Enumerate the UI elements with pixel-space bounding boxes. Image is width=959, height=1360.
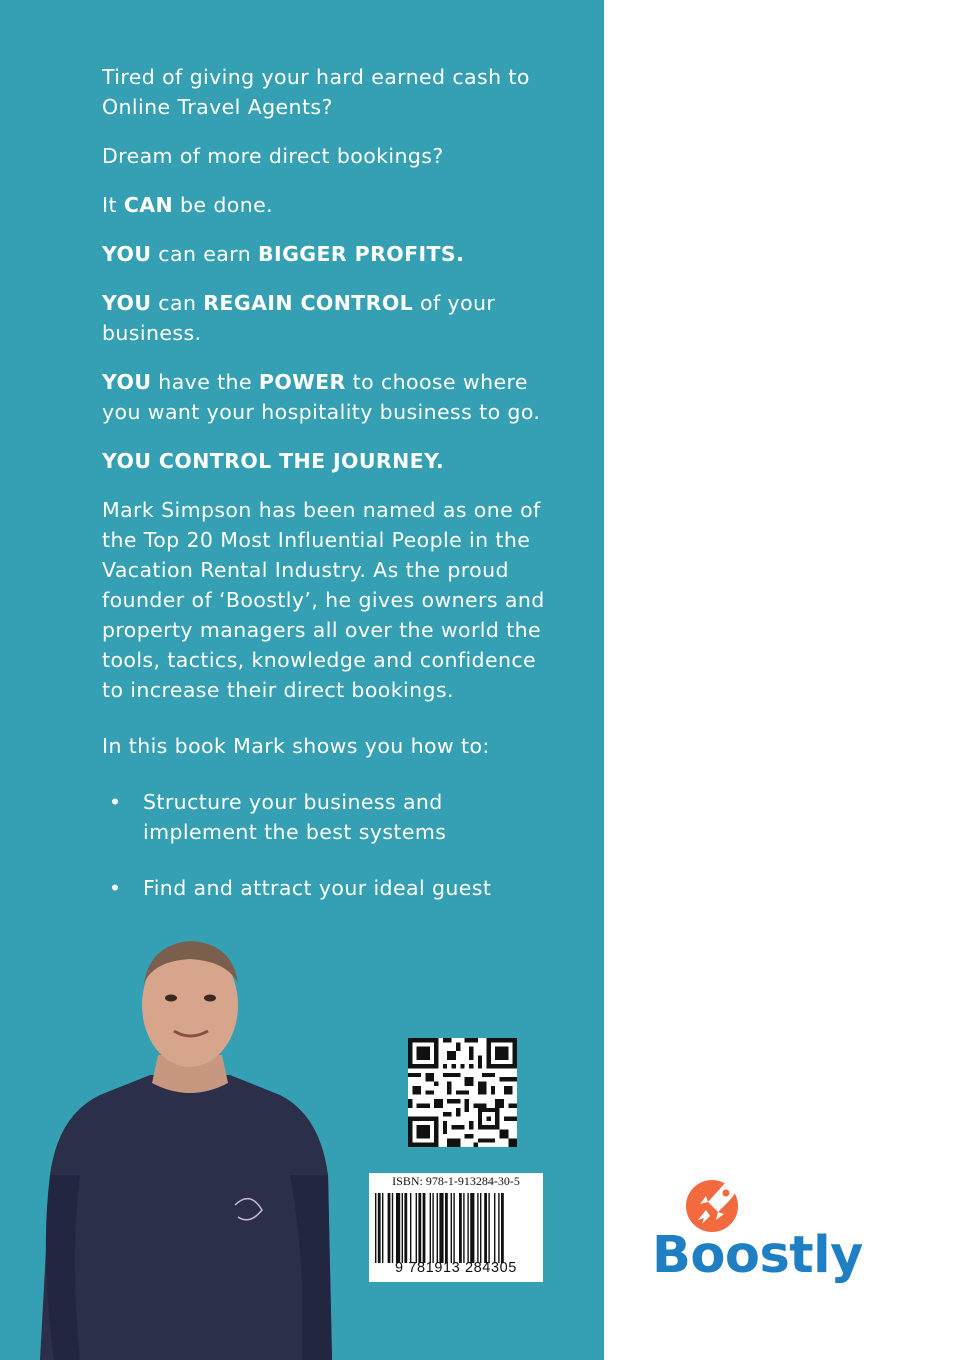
author-photo bbox=[40, 925, 340, 1360]
barcode-bar bbox=[418, 1193, 421, 1263]
right-panel bbox=[604, 0, 959, 1360]
barcode-bar bbox=[378, 1193, 381, 1263]
barcode-bar bbox=[432, 1193, 433, 1263]
qr-code-icon bbox=[408, 1038, 517, 1147]
barcode-bar bbox=[445, 1193, 448, 1263]
isbn-digits: 9 781913 284305 bbox=[395, 1260, 517, 1276]
list-item: • Structure your business and implement the best systems bbox=[102, 787, 552, 847]
can-be-done-line: It CAN be done. bbox=[102, 193, 274, 217]
barcode-bar bbox=[501, 1193, 504, 1263]
barcode-bar bbox=[392, 1193, 393, 1263]
barcode-bar bbox=[470, 1193, 474, 1263]
journey-line: YOU CONTROL THE JOURNEY. bbox=[102, 449, 445, 473]
barcode-bar bbox=[410, 1193, 411, 1263]
barcode-bar bbox=[494, 1193, 495, 1263]
barcode-bar bbox=[423, 1193, 426, 1263]
hook-question: Tired of giving your hard earned cash to Online Travel Agents? bbox=[102, 65, 530, 119]
barcode-bar bbox=[453, 1193, 454, 1263]
isbn-barcode bbox=[369, 1173, 543, 1282]
barcode-bar bbox=[402, 1193, 403, 1263]
boostly-wordmark: Boostly bbox=[652, 1226, 863, 1285]
barcode-bar bbox=[416, 1193, 417, 1263]
barcode-bar bbox=[477, 1193, 478, 1263]
profits-line: YOU can earn BIGGER PROFITS. bbox=[102, 242, 465, 266]
cover-copy bbox=[102, 62, 552, 929]
barcode-bar bbox=[498, 1193, 499, 1263]
isbn-label: ISBN: 978-1-913284-30-5 bbox=[392, 1174, 520, 1188]
qr-code[interactable] bbox=[408, 1038, 517, 1147]
barcode-bar bbox=[396, 1193, 400, 1263]
list-item: • Find and attract your ideal guest bbox=[102, 873, 552, 903]
barcode-bar bbox=[437, 1193, 438, 1263]
barcode-bar bbox=[430, 1193, 431, 1263]
barcode-bar bbox=[451, 1193, 452, 1263]
dream-line: Dream of more direct bookings? bbox=[102, 144, 444, 168]
barcode-bar bbox=[459, 1193, 462, 1263]
rocket-icon bbox=[682, 1172, 746, 1234]
author-bio: Mark Simpson has been named as one of the Top 20 Most Influential People in the Vacation Rental Industry. As the proud founder of ‘Boostly’, he gives owners and property managers all over the world the tools, tactics, knowledge and confidence to increase their direct bookings. bbox=[102, 498, 545, 702]
benefit-list bbox=[102, 787, 552, 903]
barcode-bar bbox=[388, 1193, 391, 1263]
barcode-bar bbox=[488, 1193, 489, 1263]
power-line: YOU have the POWER to choose where you want your hospitality business to go. bbox=[102, 370, 541, 424]
barcode-bar bbox=[463, 1193, 464, 1263]
barcode-bar bbox=[439, 1193, 443, 1263]
boostly-logo bbox=[652, 1172, 892, 1297]
barcode-bar bbox=[375, 1193, 376, 1263]
book-intro: In this book Mark shows you how to: bbox=[102, 734, 490, 758]
barcode-bar bbox=[467, 1193, 468, 1263]
barcode-icon bbox=[375, 1193, 537, 1263]
control-line: YOU can REGAIN CONTROL of your business. bbox=[102, 291, 496, 345]
barcode-bar bbox=[382, 1193, 383, 1263]
barcode-bar bbox=[404, 1193, 407, 1263]
barcode-bar bbox=[480, 1193, 481, 1263]
barcode-bar bbox=[484, 1193, 487, 1263]
